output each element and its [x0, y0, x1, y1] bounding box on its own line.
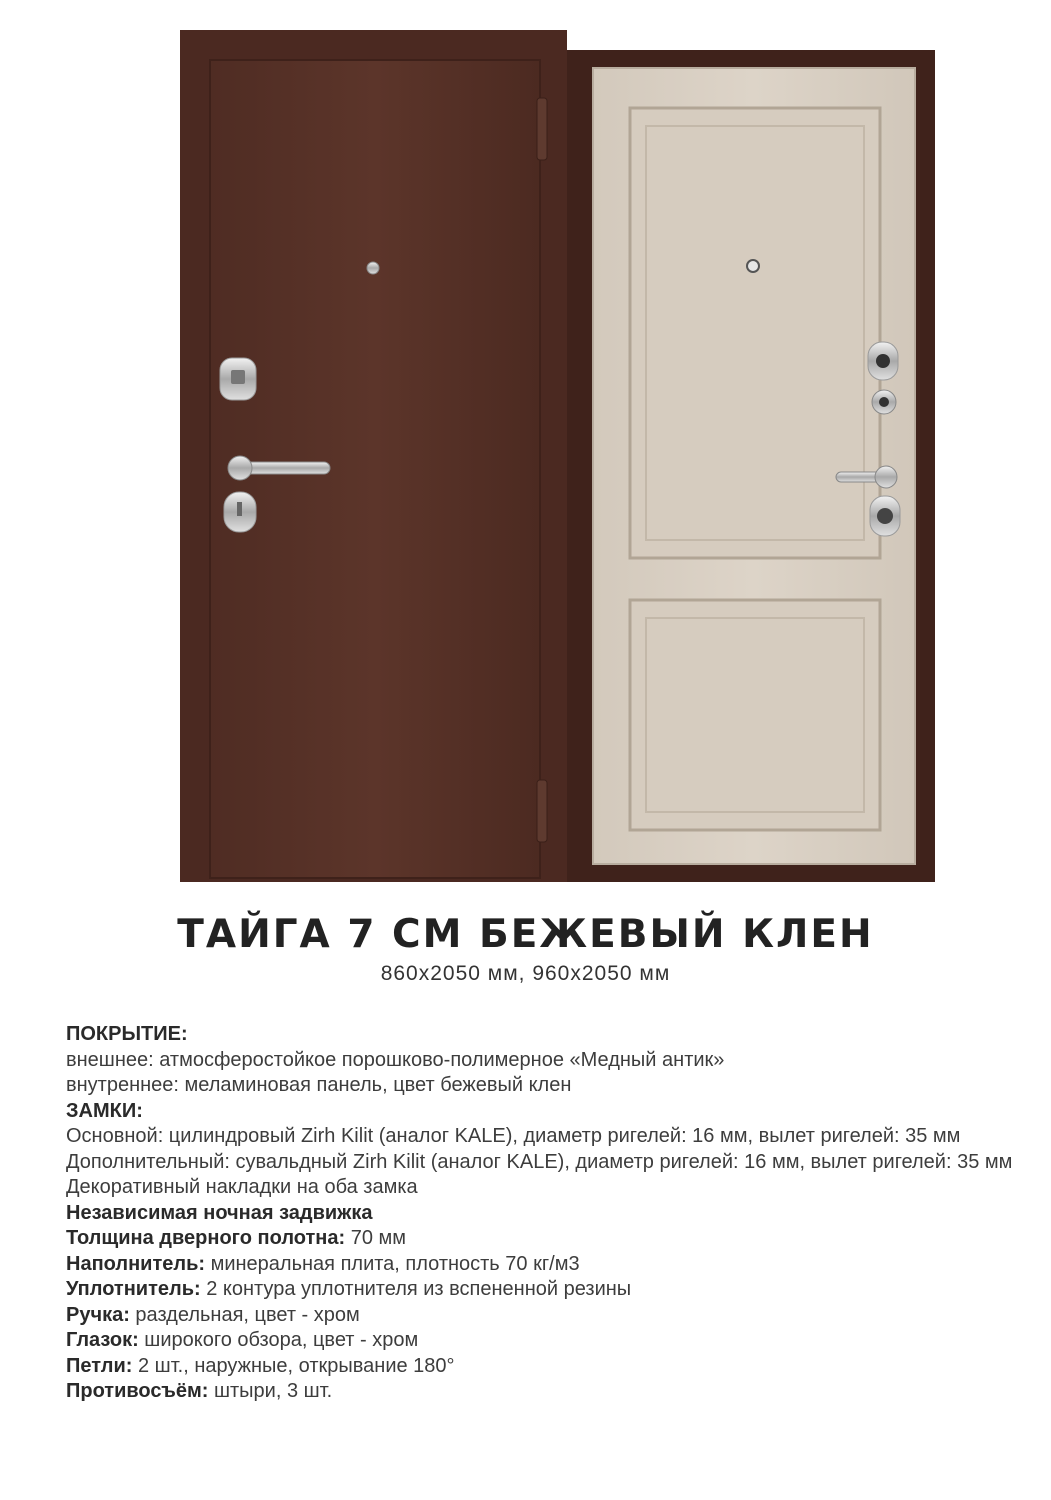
spec-line: Декоративный накладки на оба замка [66, 1176, 418, 1198]
spec-label: Толщина дверного полотна: [66, 1227, 346, 1249]
spec-line [66, 1328, 1016, 1354]
spec-line: внутреннее: меламиновая панель, цвет бежевый клен [66, 1074, 572, 1096]
spec-value: штыри, 3 шт. [208, 1380, 333, 1402]
spec-label: Наполнитель: [66, 1252, 206, 1275]
spec-line [66, 1226, 1016, 1252]
spec-value: 2 шт., наружные, открывание 180° [132, 1354, 455, 1377]
product-title: ТАЙГА 7 СМ БЕЖЕВЫЙ КЛЕН [177, 912, 874, 957]
spec-line [66, 1277, 1016, 1303]
spec-label: Глазок: [66, 1329, 139, 1351]
spec-line [66, 1379, 1016, 1405]
spec-value: минеральная плита, плотность 70 кг/м3 [205, 1252, 580, 1275]
specs-list [66, 1022, 1016, 1405]
spec-line: Дополнительный: сувальдный Zirh Kilit (аналог KALE), диаметр ригелей: 16 мм, вылет ригелей: 35 мм [66, 1150, 1013, 1173]
spec-line [66, 1099, 1016, 1125]
spec-label: Уплотнитель: [66, 1278, 201, 1300]
coating-heading: ПОКРЫТИЕ: [66, 1023, 188, 1045]
spec-label: Противосъём: [66, 1380, 209, 1402]
spec-value: широкого обзора, цвет - хром [138, 1329, 419, 1351]
spec-line [66, 1022, 1016, 1048]
spec-value: 70 мм [345, 1227, 406, 1249]
spec-label: Петли: [66, 1354, 133, 1377]
spec-value: 2 контура уплотнителя из вспененной резины [200, 1278, 632, 1300]
inner-door [567, 50, 935, 882]
outer-door [180, 30, 567, 882]
spec-line [66, 1201, 1016, 1227]
door-product-image [180, 30, 935, 882]
spec-line [66, 1252, 1016, 1278]
spec-line: внешнее: атмосферостойкое порошково-полимерное «Медный антик» [66, 1048, 725, 1071]
locks-heading: ЗАМКИ: [66, 1099, 143, 1122]
product-sizes: 860х2050 мм, 960х2050 мм [380, 962, 671, 985]
spec-line [66, 1303, 1016, 1329]
night-latch: Независимая ночная задвижка [66, 1201, 373, 1224]
spec-value: раздельная, цвет - хром [129, 1303, 360, 1326]
spec-label: Ручка: [66, 1303, 130, 1326]
spec-line: Основной: цилиндровый Zirh Kilit (аналог KALE), диаметр ригелей: 16 мм, вылет ригелей: 35 мм [66, 1125, 961, 1147]
spec-line [66, 1354, 1016, 1380]
